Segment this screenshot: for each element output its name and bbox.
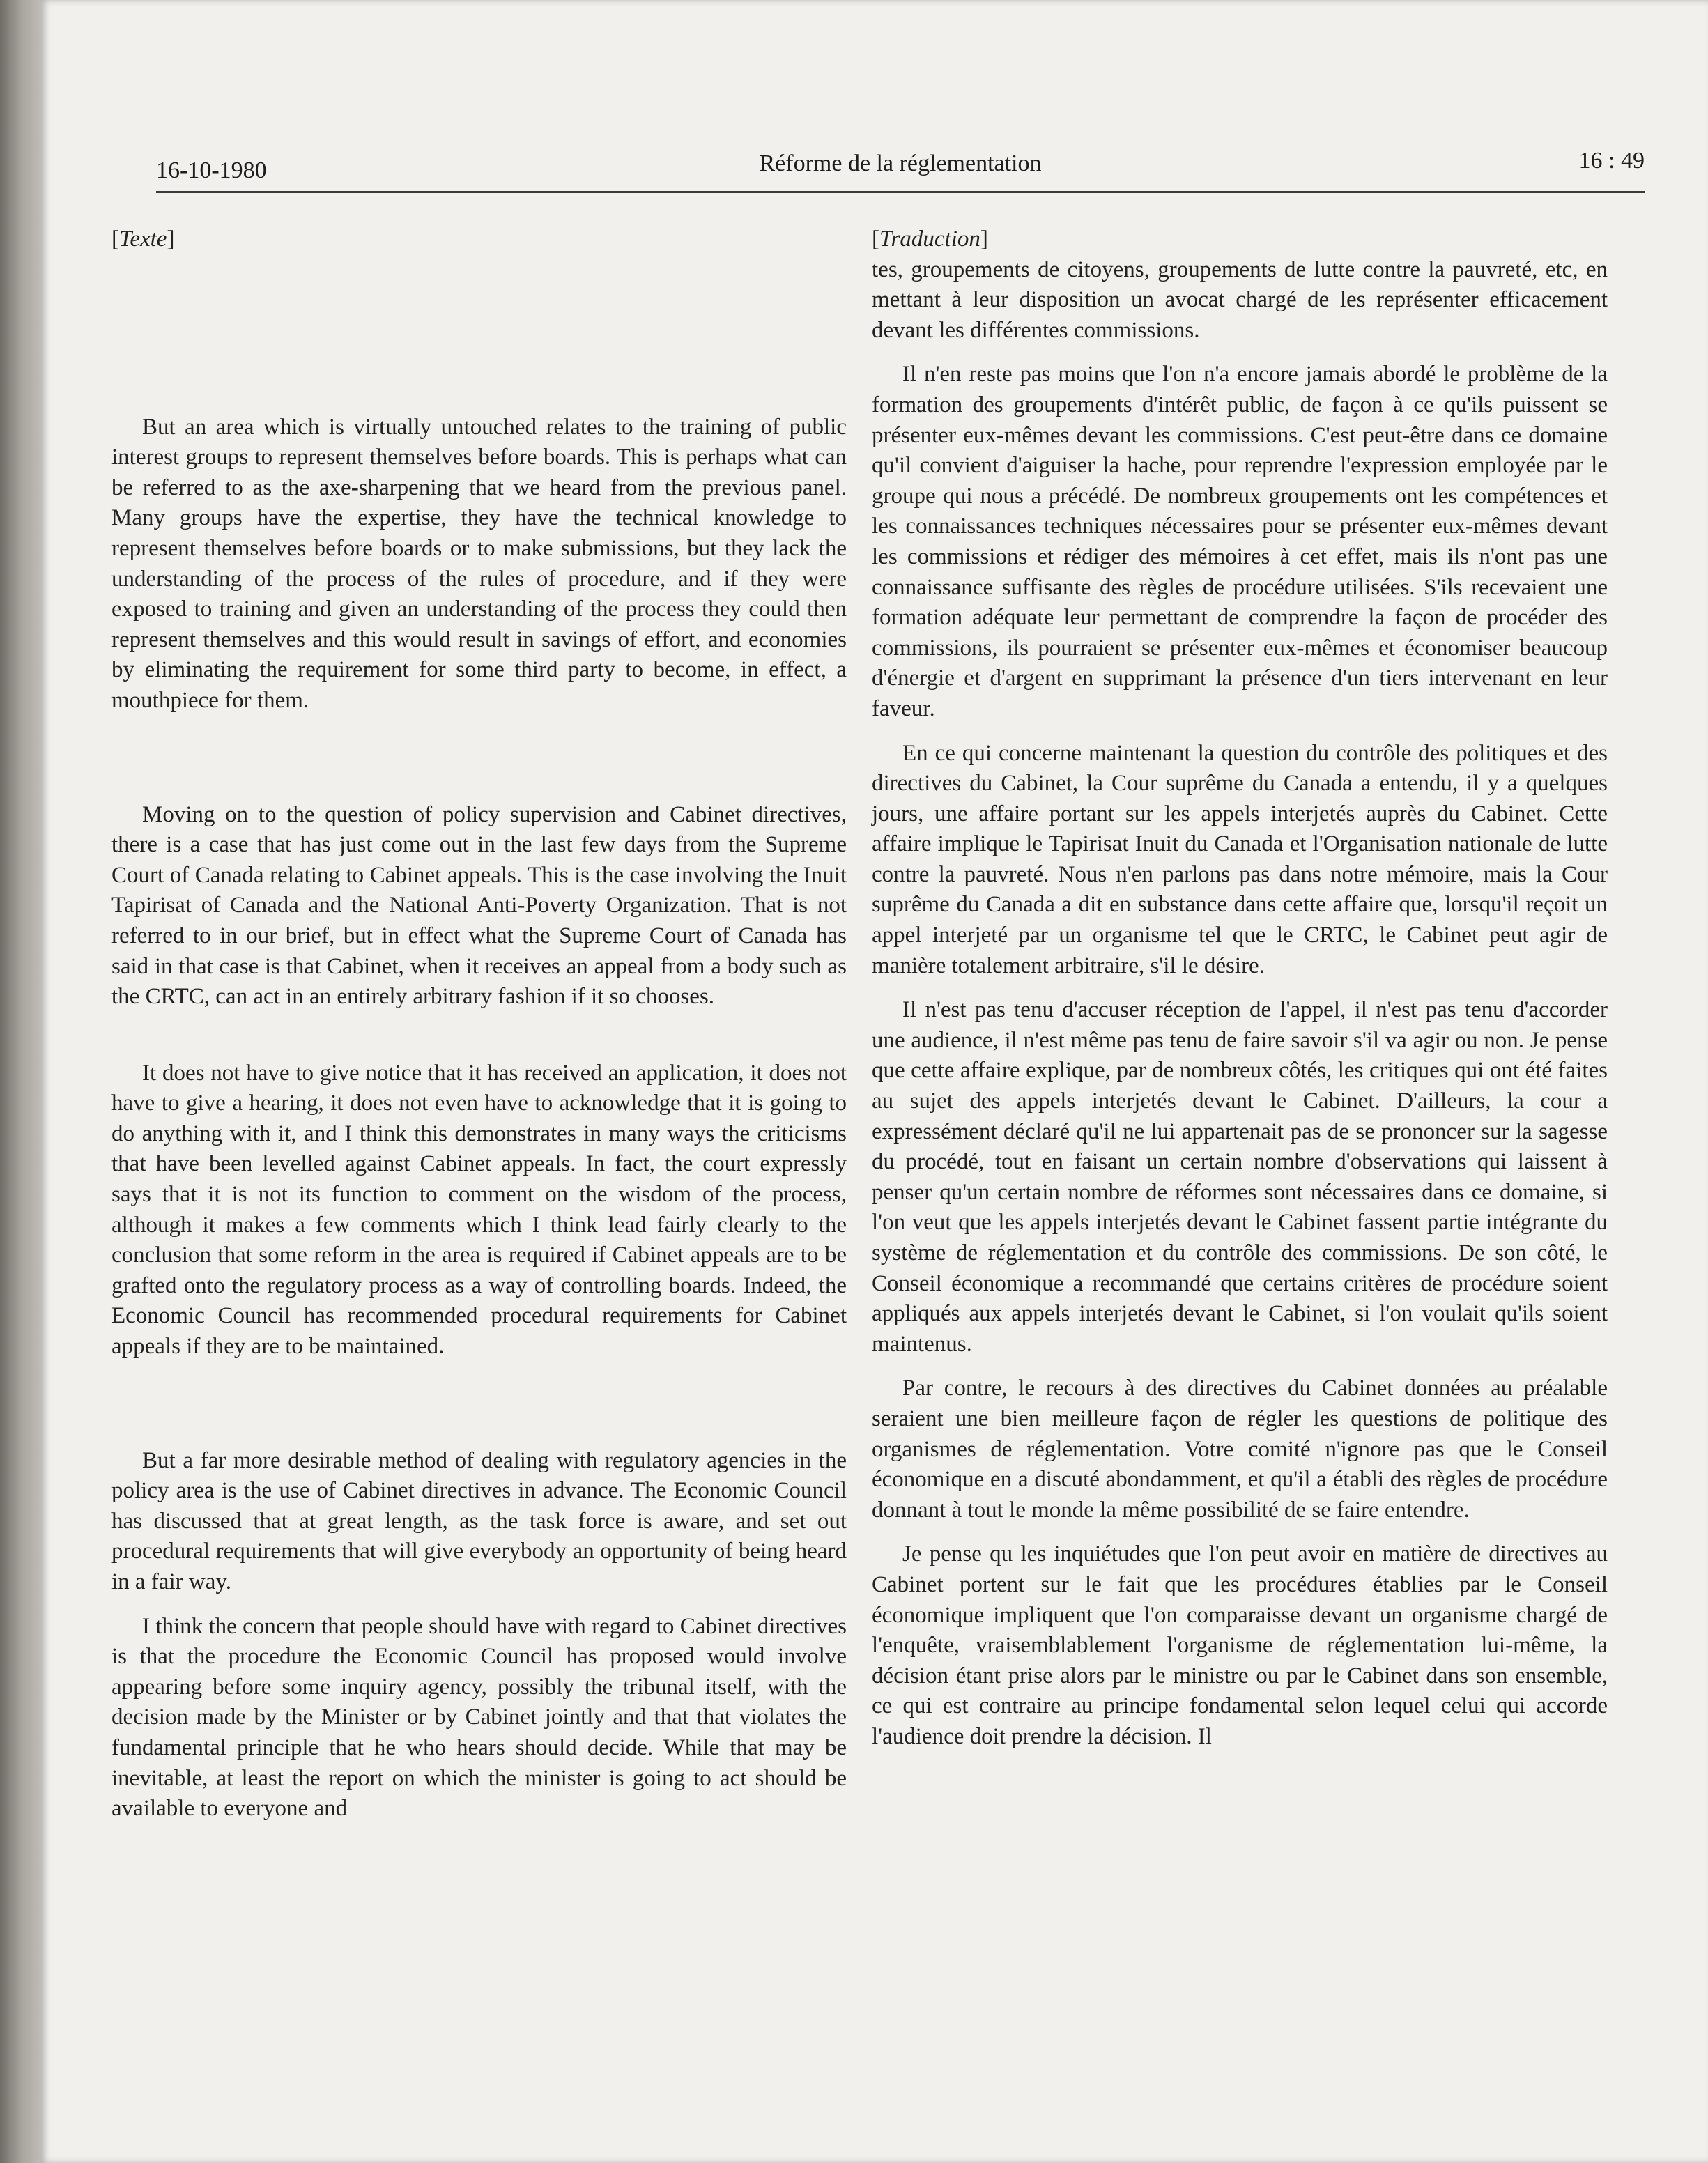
header-title: Réforme de la réglementation (759, 151, 1042, 176)
english-tag-label: Texte (119, 226, 167, 252)
english-paragraph-3: It does not have to give notice that it has received an application, it does not have to give a hearing, it does not even have to acknowledge that it is going to do anything with it, and I think this demonstrates in many ways the criticisms that have been levelled against Cabinet appeals. In fact, the court expressly says that it is not its function to comment on the wisdom of the process, although it makes a few comments which I think lead fairly clearly to the conclusion that some reform in the area is required if Cabinet appeals are to be grafted onto the regulatory process as a way of controlling boards. Indeed, the Economic Council has recommended procedural requirements for Cabinet appeals if they are to be maintained. (111, 1060, 847, 1360)
english-column (111, 224, 847, 1824)
english-column-tag: [Texte] (111, 226, 175, 252)
header-page-number: 16 : 49 (1578, 148, 1645, 174)
english-paragraph-4: But a far more desirable method of dealing with regulatory agencies in the policy area is the use of Cabinet directives in advance. The Economic Council has discussed that at great length, as the task force is aware, and set out procedural requirements that will give everybody an opportunity of being heard in a fair way. (111, 1447, 847, 1594)
english-paragraph-1: But an area which is virtually untouched relates to the training of public interest groups to represent themselves before boards. This is perhaps what can be referred to as the axe-sharpening that we heard from the previous panel. Many groups have the expertise, they have the technical knowledge to represent themselves before boards or to make submissions, but they lack the understanding of the process of the rules of procedure, and if they were exposed to training and given an understanding of the process they could then represent themselves and this would result in savings of effort, and economies by eliminating the requirement for some third party to become, in effect, a mouthpiece for them. (111, 414, 847, 713)
french-column-tag: [Traduction] (872, 226, 988, 252)
english-paragraph-5: I think the concern that people should have with regard to Cabinet directives is that the procedure the Economic Council has proposed would involve appearing before some inquiry agency, possibly the tribunal itself, with the decision made by the Minister or by Cabinet jointly and that that violates the fundamental principle that he who hears should decide. While that may be inevitable, at least the report on which the minister is going to act should be available to everyone and (111, 1613, 847, 1822)
header-date: 16-10-1980 (156, 157, 267, 183)
french-paragraph-2: En ce qui concerne maintenant la question du contrôle des politiques et des directives du Cabinet, la Cour suprême du Canada a entendu, il y a quelques jours, une affaire portant sur les appels interjetés auprès du Cabinet. Cette affaire implique le Tapirisat Inuit du Canada et l'Organisation nationale de lutte contre la pauvreté. Nous n'en parlons pas dans notre mémoire, mais la Cour suprême du Canada a dit en substance dans cette affaire que, lorsqu'il reçoit un appel interjeté par un organisme tel que le CRTC, le Cabinet peut agir de manière totalement arbitraire, s'il le désire. (872, 740, 1608, 978)
french-paragraph-3: Il n'est pas tenu d'accuser réception de l'appel, il n'est pas tenu d'accorder une audience, il n'est même pas tenu de faire savoir s'il va agir ou non. Je pense que cette affaire explique, par de nombreux côtés, les critiques qui ont été faites au sujet des appels interjetés devant le Cabinet. D'ailleurs, la cour a expressément déclaré qu'il ne lui appartenait pas de se prononcer sur la sagesse du procédé, tout en faisant un certain nombre d'observations qui laissent à penser qu'un certain nombre de réformes sont nécessaires dans ce domaine, si l'on veut que les appels interjetés devant le Cabinet fassent partie intégrante du système de réglementation et du contrôle des commissions. De son côté, le Conseil économique a recommandé que certains critères de procédure soient appliqués aux appels interjetés devant le Cabinet, si l'on voulait qu'ils soient maintenus. (872, 997, 1608, 1357)
french-column (872, 224, 1608, 1753)
french-paragraph-5: Je pense qu les inquiétudes que l'on peut avoir en matière de directives au Cabinet portent sur le fait que les procédures établies par le Conseil économique impliquent que l'on comparaisse devant un organisme chargé de l'enquête, vraisemblablement l'organisme de réglementation lui-même, la décision étant prise alors par le ministre ou par le Cabinet dans son ensemble, ce qui est contraire au principe fondamental selon lequel celui qui accorde l'audience doit prendre la décision. Il (872, 1541, 1608, 1749)
french-tag-label: Traduction (879, 226, 980, 252)
running-header (156, 149, 1645, 193)
french-paragraph-1: Il n'en reste pas moins que l'on n'a encore jamais abordé le problème de la formation des groupements d'intérêt public, de façon à ce qu'ils puissent se présenter eux-mêmes devant les commissions. C'est peut-être dans ce domaine qu'il convient d'aiguiser la hache, pour reprendre l'expression employée par le groupe qui nous a précédé. De nombreux groupements ont les compétences et les connaissances techniques nécessaires pour se présenter eux-mêmes devant les commissions et rédiger des mémoires à cet effet, mais ils n'ont pas une connaissance suffisante des règles de procédure utilisées. S'ils recevaient une formation adéquate leur permettant de comprendre la façon de procéder des commissions, ils pourraient se présenter eux-mêmes et économiser beaucoup d'énergie et d'argent en supprimant la présence d'un tiers intervenant en leur faveur. (872, 362, 1608, 721)
french-paragraph-4: Par contre, le recours à des directives du Cabinet données au préalable seraient une bien meilleure façon de régler les questions de politique des organismes de réglementation. Votre comité n'ignore pas que le Conseil économique en a discuté abondamment, et qu'il a établi des règles de procédure donnant à tout le monde la même possibilité de se faire entendre. (872, 1376, 1608, 1523)
english-paragraph-2: Moving on to the question of policy supervision and Cabinet directives, there is a case that has just come out in the last few days from the Supreme Court of Canada relating to Cabinet appeals. This is the case involving the Inuit Tapirisat of Canada and the National Anti-Poverty Organization. That is not referred to in our brief, but in effect what the Supreme Court of Canada has said in that case is that Cabinet, when it receives an appeal from a body such as the CRTC, can act in an entirely arbitrary fashion if it so chooses. (111, 801, 847, 1010)
french-continuation: tes, groupements de citoyens, groupements de lutte contre la pauvreté, etc, en mettant à leur disposition un avocat chargé de les représenter efficacement devant les différentes commissions. (872, 256, 1608, 343)
